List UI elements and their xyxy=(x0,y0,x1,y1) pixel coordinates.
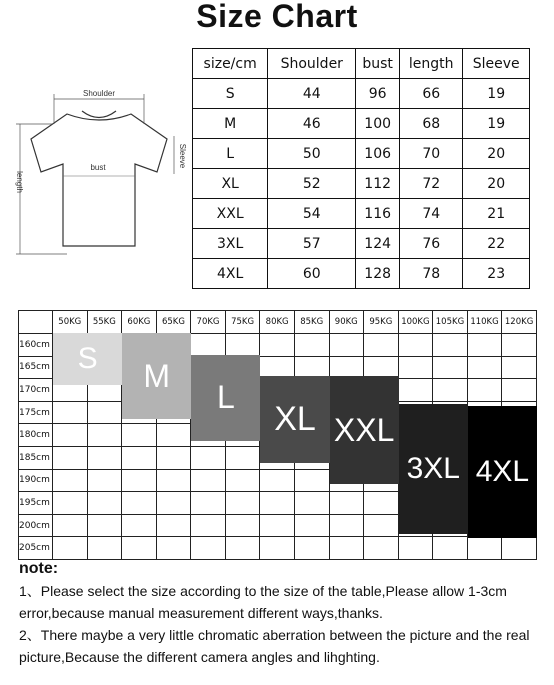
fit-weight-label: 50KG xyxy=(53,311,88,334)
fit-weight-label: 60KG xyxy=(122,311,157,334)
fit-grid-cell xyxy=(502,379,537,402)
size-block-xxl: XXL xyxy=(330,376,399,484)
fit-grid-cell xyxy=(467,379,502,402)
fit-height-label: 200cm xyxy=(19,514,53,537)
fit-grid-cell xyxy=(156,469,191,492)
fit-height-label: 175cm xyxy=(19,401,53,424)
fit-weight-label: 95KG xyxy=(364,311,399,334)
fit-grid-cell xyxy=(225,514,260,537)
size-block-l: L xyxy=(191,355,260,441)
fit-weight-label: 110KG xyxy=(467,311,502,334)
fit-grid-cell xyxy=(398,334,433,357)
note-item-1: 1、Please select the size according to the size of the table,Please allow 1-3cm error,because manual measurement different ways,thanks. xyxy=(19,583,507,621)
size-measurement-table xyxy=(192,48,530,289)
size-table-cell: 19 xyxy=(463,109,530,139)
size-table-cell: 70 xyxy=(400,139,463,169)
fit-grid-cell xyxy=(225,492,260,515)
fit-chart xyxy=(18,310,536,554)
size-block-s: S xyxy=(53,333,122,385)
size-table-cell: 68 xyxy=(400,109,463,139)
size-table-header xyxy=(193,49,530,79)
fit-grid-cell xyxy=(294,334,329,357)
size-table-cell: XL xyxy=(193,169,268,199)
note-title: note: xyxy=(19,560,59,577)
fit-grid-cell xyxy=(433,334,468,357)
fit-grid-cell xyxy=(398,379,433,402)
fit-grid-cell xyxy=(156,537,191,560)
fit-grid-cell xyxy=(225,469,260,492)
shoulder-label: Shoulder xyxy=(82,89,116,98)
size-block-4xl: 4XL xyxy=(468,406,537,538)
size-table-cell: 20 xyxy=(463,139,530,169)
fit-grid-cell xyxy=(122,514,157,537)
fit-grid-cell xyxy=(364,514,399,537)
fit-grid-cell xyxy=(294,537,329,560)
fit-grid-cell xyxy=(294,492,329,515)
fit-grid-cell xyxy=(122,537,157,560)
size-table-cell: 76 xyxy=(400,229,463,259)
bust-label: bust xyxy=(90,163,106,172)
fit-grid-cell xyxy=(398,356,433,379)
fit-grid-cell xyxy=(53,469,88,492)
sleeve-label: Sleeve xyxy=(178,143,187,169)
fit-grid-cell xyxy=(191,469,226,492)
size-table-cell: 4XL xyxy=(193,259,268,289)
fit-grid-cell xyxy=(191,492,226,515)
fit-grid-cell xyxy=(467,334,502,357)
fit-grid-cell xyxy=(294,469,329,492)
size-table-header-cell: size/cm xyxy=(193,49,268,79)
size-table-cell: XXL xyxy=(193,199,268,229)
length-label: length xyxy=(15,171,24,193)
fit-grid-cell xyxy=(329,537,364,560)
fit-weight-header xyxy=(19,311,537,334)
size-table-cell: 106 xyxy=(356,139,400,169)
size-table-cell: 112 xyxy=(356,169,400,199)
size-table-cell: 100 xyxy=(356,109,400,139)
fit-height-label: 180cm xyxy=(19,424,53,447)
fit-grid-cell xyxy=(156,424,191,447)
fit-grid-cell xyxy=(53,492,88,515)
fit-grid-cell xyxy=(191,446,226,469)
fit-grid-cell xyxy=(53,401,88,424)
size-table-cell: 60 xyxy=(268,259,356,289)
fit-height-label: 190cm xyxy=(19,469,53,492)
size-table-cell: 23 xyxy=(463,259,530,289)
fit-grid-cell xyxy=(122,424,157,447)
table-row xyxy=(193,259,530,289)
fit-grid-cell xyxy=(87,469,122,492)
fit-grid-cell xyxy=(433,356,468,379)
fit-grid-cell xyxy=(87,537,122,560)
size-table-cell: S xyxy=(193,79,268,109)
fit-weight-label: 70KG xyxy=(191,311,226,334)
fit-grid-cell xyxy=(53,537,88,560)
fit-grid-cell xyxy=(364,492,399,515)
fit-grid-cell xyxy=(398,537,433,560)
fit-grid-cell xyxy=(122,446,157,469)
fit-grid-cell xyxy=(502,537,537,560)
fit-grid-cell xyxy=(329,492,364,515)
fit-grid-cell xyxy=(225,334,260,357)
fit-grid-cell xyxy=(260,514,295,537)
table-row xyxy=(193,109,530,139)
size-table-cell: 124 xyxy=(356,229,400,259)
tshirt-diagram xyxy=(12,84,187,259)
fit-weight-label: 105KG xyxy=(433,311,468,334)
fit-weight-label: 55KG xyxy=(87,311,122,334)
size-table-header-cell: Sleeve xyxy=(463,49,530,79)
size-table-cell: 22 xyxy=(463,229,530,259)
size-table-cell: 50 xyxy=(268,139,356,169)
fit-grid-cell xyxy=(329,334,364,357)
fit-grid-cell xyxy=(191,514,226,537)
fit-weight-label: 85KG xyxy=(294,311,329,334)
fit-grid-cell xyxy=(156,446,191,469)
size-table-cell: 20 xyxy=(463,169,530,199)
fit-height-label: 205cm xyxy=(19,537,53,560)
fit-grid-cell xyxy=(87,424,122,447)
fit-grid-cell xyxy=(260,537,295,560)
table-row xyxy=(193,199,530,229)
table-row xyxy=(193,139,530,169)
fit-grid-cell xyxy=(87,492,122,515)
table-row xyxy=(193,229,530,259)
table-row xyxy=(19,537,537,560)
fit-height-label: 160cm xyxy=(19,334,53,357)
fit-grid-cell xyxy=(53,514,88,537)
fit-height-label: 170cm xyxy=(19,379,53,402)
fit-grid-cell xyxy=(87,401,122,424)
size-block-3xl: 3XL xyxy=(399,404,468,534)
size-table-cell: 54 xyxy=(268,199,356,229)
fit-grid-cell xyxy=(364,334,399,357)
size-table-cell: 21 xyxy=(463,199,530,229)
size-table-cell: 19 xyxy=(463,79,530,109)
fit-grid-cell xyxy=(433,379,468,402)
fit-grid-cell xyxy=(502,334,537,357)
size-table-cell: 74 xyxy=(400,199,463,229)
fit-grid-cell xyxy=(53,424,88,447)
size-table-cell: 52 xyxy=(268,169,356,199)
size-table-cell: 116 xyxy=(356,199,400,229)
table-row xyxy=(193,169,530,199)
size-table-cell: 96 xyxy=(356,79,400,109)
fit-height-label: 165cm xyxy=(19,356,53,379)
fit-weight-label: 65KG xyxy=(156,311,191,334)
size-table-cell: 72 xyxy=(400,169,463,199)
fit-weight-label: 100KG xyxy=(398,311,433,334)
fit-weight-label: 75KG xyxy=(225,311,260,334)
note-item-2: 2、There maybe a very little chromatic aberration between the picture and the real picture,Because the different camera angles and lihghting. xyxy=(19,627,530,665)
fit-grid-cell xyxy=(467,356,502,379)
size-table-header-cell: bust xyxy=(356,49,400,79)
fit-grid-cell xyxy=(467,537,502,560)
size-block-m: M xyxy=(122,333,191,419)
size-table-cell: 66 xyxy=(400,79,463,109)
fit-grid-cell xyxy=(260,334,295,357)
fit-weight-label: 80KG xyxy=(260,311,295,334)
size-table-cell: M xyxy=(193,109,268,139)
fit-grid-cell xyxy=(53,446,88,469)
size-table-cell: 44 xyxy=(268,79,356,109)
fit-grid-cell xyxy=(260,469,295,492)
fit-grid-cell xyxy=(191,537,226,560)
size-block-xl: XL xyxy=(260,376,329,462)
fit-height-label: 185cm xyxy=(19,446,53,469)
fit-grid-cell xyxy=(225,537,260,560)
fit-grid-cell xyxy=(191,334,226,357)
fit-grid-cell xyxy=(87,446,122,469)
fit-grid-cell xyxy=(87,514,122,537)
size-table-cell: 57 xyxy=(268,229,356,259)
size-table-cell: 78 xyxy=(400,259,463,289)
fit-weight-label: 120KG xyxy=(502,311,537,334)
size-table-cell: 3XL xyxy=(193,229,268,259)
fit-corner-cell xyxy=(19,311,53,334)
size-table-cell: 128 xyxy=(356,259,400,289)
fit-grid-cell xyxy=(433,537,468,560)
table-row xyxy=(193,79,530,109)
fit-grid-cell xyxy=(329,514,364,537)
fit-grid-cell xyxy=(122,492,157,515)
fit-grid-cell xyxy=(156,514,191,537)
size-table-header-cell: length xyxy=(400,49,463,79)
fit-grid-cell xyxy=(260,492,295,515)
size-table-header-cell: Shoulder xyxy=(268,49,356,79)
fit-grid-cell xyxy=(364,537,399,560)
fit-height-label: 195cm xyxy=(19,492,53,515)
fit-grid-cell xyxy=(156,492,191,515)
fit-weight-label: 90KG xyxy=(329,311,364,334)
size-table-cell: 46 xyxy=(268,109,356,139)
size-table-cell: L xyxy=(193,139,268,169)
fit-grid-cell xyxy=(502,356,537,379)
tshirt-icon xyxy=(31,114,167,246)
fit-grid-cell xyxy=(294,514,329,537)
fit-grid-cell xyxy=(225,446,260,469)
fit-grid-cell xyxy=(122,469,157,492)
page-title: Size Chart xyxy=(196,0,358,34)
